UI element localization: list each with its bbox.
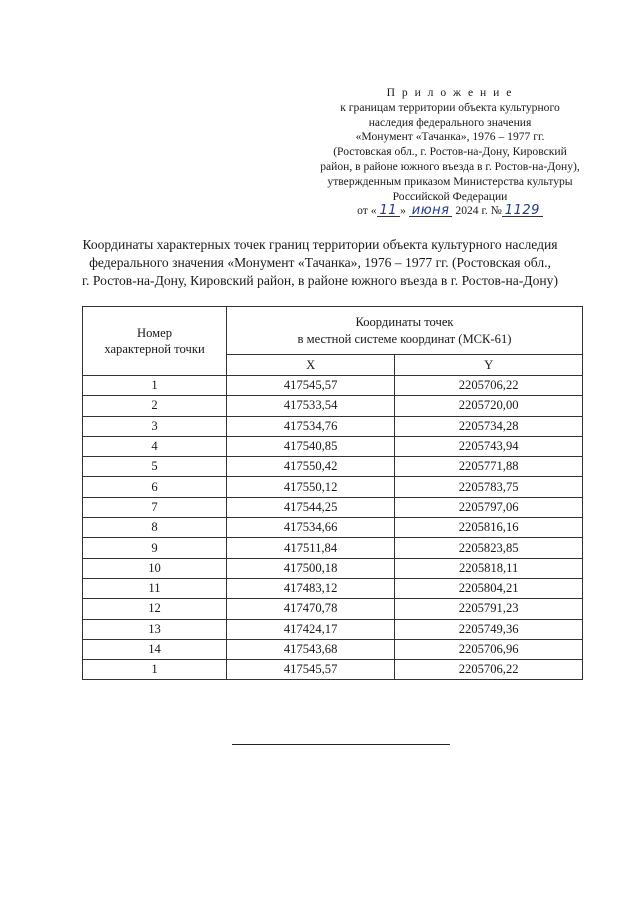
point-number-cell: 12 (83, 599, 227, 619)
point-number-cell: 6 (83, 477, 227, 497)
table-row (83, 396, 583, 416)
coordinates-rows (83, 376, 583, 680)
date-prefix: от « (357, 204, 377, 218)
point-number-cell: 1 (83, 376, 227, 396)
x-coordinate-cell: 417545,57 (227, 376, 395, 396)
table-row (83, 599, 583, 619)
table-row (83, 619, 583, 639)
handwritten-day: 11 (377, 205, 401, 217)
point-number-header-line: характерной точки (104, 342, 205, 356)
table-row (83, 436, 583, 456)
x-coordinate-cell: 417533,54 (227, 396, 395, 416)
table-row (83, 660, 583, 680)
x-coordinate-cell: 417511,84 (227, 538, 395, 558)
y-coordinate-cell: 2205706,96 (395, 639, 583, 659)
table-row (83, 416, 583, 436)
y-coordinate-cell: 2205823,85 (395, 538, 583, 558)
table-row (83, 497, 583, 517)
x-coordinate-cell: 417500,18 (227, 558, 395, 578)
y-coordinate-cell: 2205706,22 (395, 376, 583, 396)
table-row (83, 457, 583, 477)
x-coordinate-cell: 417534,66 (227, 518, 395, 538)
point-number-cell: 14 (83, 639, 227, 659)
point-number-cell: 7 (83, 497, 227, 517)
appendix-line: наследия федерального значения (368, 115, 532, 129)
handwritten-month: июня (409, 205, 453, 217)
point-number-cell: 9 (83, 538, 227, 558)
title-line: федерального значения «Монумент «Тачанка», 1976 – 1977 гг. (Ростовская обл., (89, 255, 551, 270)
y-coordinate-cell: 2205783,75 (395, 477, 583, 497)
point-number-cell: 5 (83, 457, 227, 477)
appendix-line: к границам территории объекта культурного (340, 100, 560, 114)
y-coordinate-cell: 2205816,16 (395, 518, 583, 538)
appendix-line: (Ростовская обл., г. Ростов-на-Дону, Кировский (333, 145, 567, 159)
table-row (83, 578, 583, 598)
y-coordinate-cell: 2205797,06 (395, 497, 583, 517)
order-date-line (300, 204, 600, 219)
coordinates-header-line: Координаты точек (355, 314, 454, 329)
point-number-cell: 13 (83, 619, 227, 639)
table-row (83, 477, 583, 497)
x-coordinate-cell: 417483,12 (227, 578, 395, 598)
table-row (83, 518, 583, 538)
y-coordinate-cell: 2205791,23 (395, 599, 583, 619)
y-coordinate-cell: 2205720,00 (395, 396, 583, 416)
y-coordinate-cell: 2205771,88 (395, 457, 583, 477)
x-coordinate-cell: 417534,76 (227, 416, 395, 436)
point-number-cell: 1 (83, 660, 227, 680)
point-number-cell: 8 (83, 518, 227, 538)
point-number-cell: 3 (83, 416, 227, 436)
x-coordinate-cell: 417424,17 (227, 619, 395, 639)
point-number-cell: 2 (83, 396, 227, 416)
point-number-cell: 11 (83, 578, 227, 598)
x-coordinate-cell: 417550,42 (227, 457, 395, 477)
x-coordinate-cell: 417550,12 (227, 477, 395, 497)
x-coordinate-cell: 417470,78 (227, 599, 395, 619)
point-number-header (83, 307, 227, 376)
table-row (83, 376, 583, 396)
appendix-title: П р и л о ж е н и е (386, 86, 514, 99)
y-coordinate-cell: 2205706,22 (395, 660, 583, 680)
y-coordinate-cell: 2205749,36 (395, 619, 583, 639)
coordinates-table (82, 306, 583, 680)
point-number-cell: 10 (83, 558, 227, 578)
y-column-header: Y (395, 355, 583, 376)
y-coordinate-cell: 2205804,21 (395, 578, 583, 598)
y-coordinate-cell: 2205734,28 (395, 416, 583, 436)
table-row (83, 639, 583, 659)
appendix-block (300, 86, 600, 219)
y-coordinate-cell: 2205743,94 (395, 436, 583, 456)
handwritten-order-number: 1129 (502, 205, 543, 217)
x-coordinate-cell: 417540,85 (227, 436, 395, 456)
coordinates-header-line: в местной системе координат (МСК-61) (297, 331, 512, 346)
document-title (40, 236, 600, 290)
table-row (83, 558, 583, 578)
appendix-line: утвержденным приказом Министерства культуры (327, 174, 573, 188)
table-row (83, 538, 583, 558)
signature-line (232, 744, 450, 745)
title-line: г. Ростов-на-Дону, Кировский район, в районе южного въезда в г. Ростов-на-Дону) (82, 273, 558, 288)
appendix-line: «Монумент «Тачанка», 1976 – 1977 гг. (355, 130, 545, 144)
point-number-cell: 4 (83, 436, 227, 456)
y-coordinate-cell: 2205818,11 (395, 558, 583, 578)
appendix-line: район, в районе южного въезда в г. Ростов-на-Дону), (320, 159, 580, 173)
x-column-header: X (227, 355, 395, 376)
title-line: Координаты характерных точек границ территории объекта культурного наследия (82, 237, 558, 252)
coordinates-header (227, 307, 583, 355)
date-mid: » (400, 204, 406, 218)
point-number-header-line: Номер (136, 326, 172, 340)
x-coordinate-cell: 417544,25 (227, 497, 395, 517)
date-year: 2024 г. № (455, 204, 502, 218)
x-coordinate-cell: 417545,57 (227, 660, 395, 680)
appendix-line: Российской Федерации (392, 189, 508, 203)
x-coordinate-cell: 417543,68 (227, 639, 395, 659)
